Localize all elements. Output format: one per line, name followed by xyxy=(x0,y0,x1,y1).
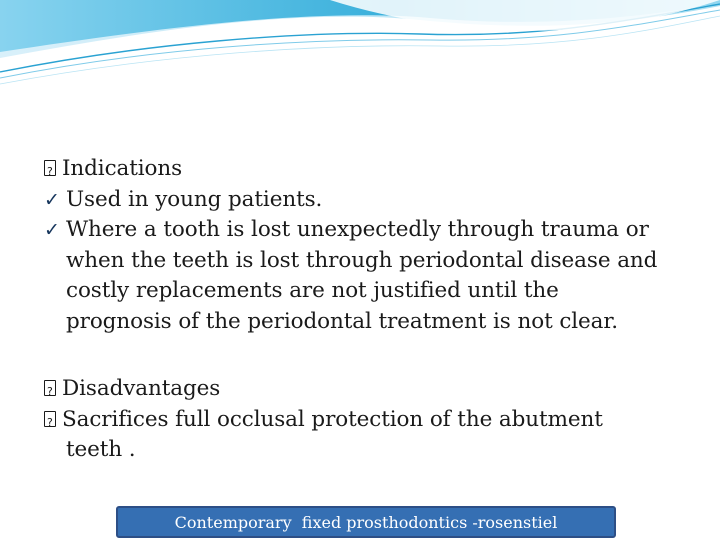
indications-heading xyxy=(44,154,694,185)
disadvantages-heading xyxy=(44,374,694,405)
disadvantage-item xyxy=(44,405,694,436)
footer-text: Contemporary fixed prosthodontics -rosenstiel xyxy=(174,512,558,532)
section-spacer xyxy=(44,337,694,374)
checkmark-icon: ✓ xyxy=(44,188,60,211)
indications-heading-text: Indications xyxy=(62,156,183,181)
missing-glyph-icon xyxy=(44,411,56,427)
decorative-wave-header xyxy=(0,0,720,90)
checkmark-icon: ✓ xyxy=(44,219,60,241)
disadvantage-text: Sacrifices full occlusal protection of the abutment xyxy=(62,406,603,432)
footer-citation xyxy=(116,506,616,538)
disadvantages-heading-text: Disadvantages xyxy=(62,376,221,401)
missing-glyph-icon xyxy=(44,160,56,176)
disadvantage-continuation: teeth . xyxy=(66,437,136,462)
bullet-continuation: prognosis of the periodontal treatment is not clear. xyxy=(66,308,618,334)
bullet-item xyxy=(44,215,694,246)
bullet-text: Used in young patients. xyxy=(66,186,323,212)
slide-body xyxy=(44,154,694,466)
bullet-text: Where a tooth is lost unexpectedly through trauma or xyxy=(66,217,649,242)
bullet-continuation: costly replacements are not justified until the xyxy=(66,278,559,303)
bullet-continuation: when the teeth is lost through periodontal disease and xyxy=(66,247,658,273)
missing-glyph-icon xyxy=(44,380,56,396)
bullet-item xyxy=(44,185,694,216)
